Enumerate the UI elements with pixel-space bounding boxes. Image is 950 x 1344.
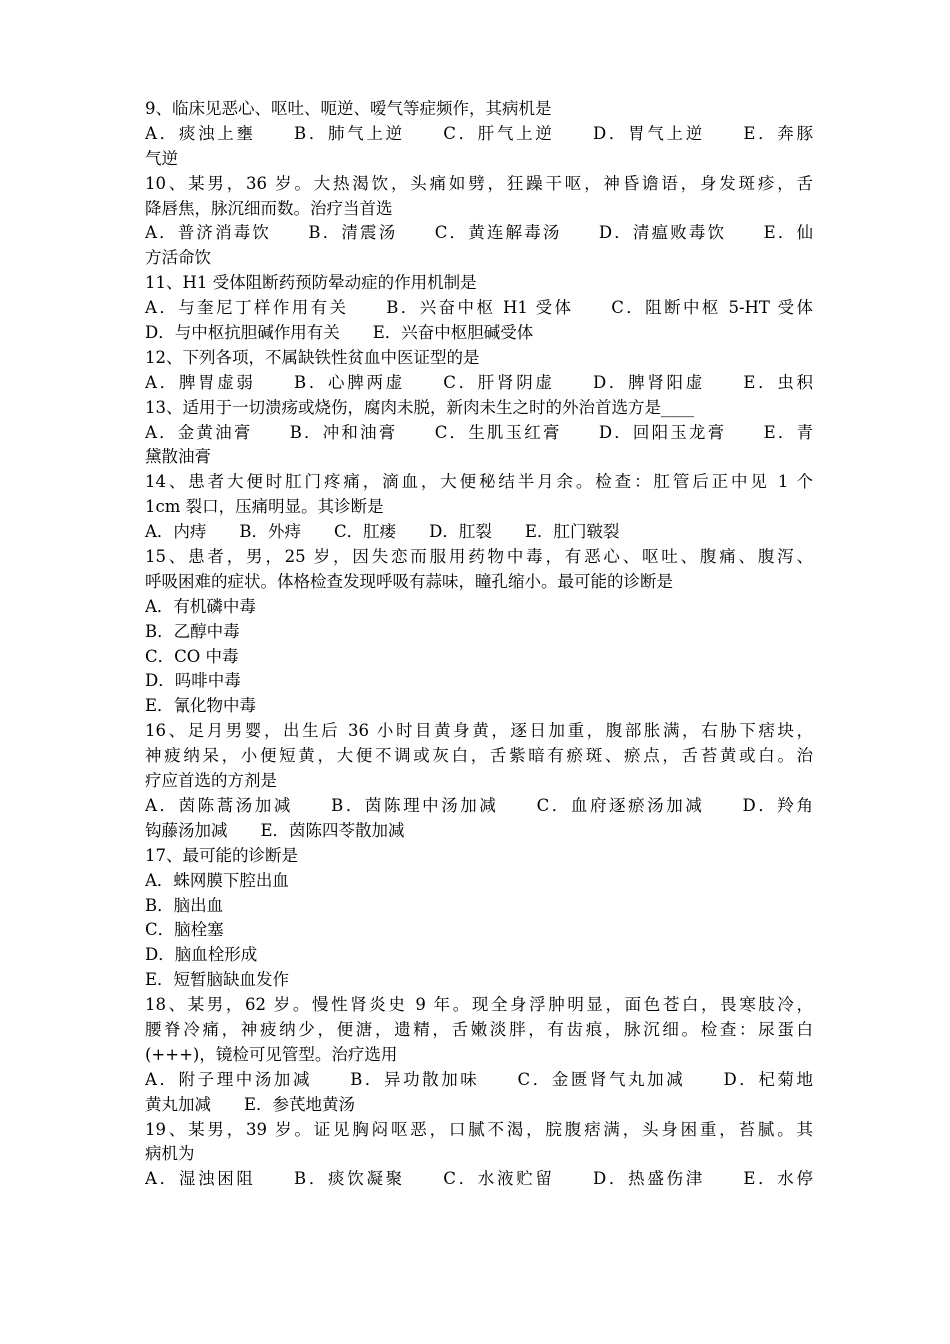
text-line: 降唇焦，脉沉细而数。治疗当首选 (145, 198, 393, 218)
text-line: 病机为 (145, 1144, 195, 1164)
text-line: 15、患者，男，25 岁，因失恋而服用药物中毒，有恶心、呕吐、腹痛、腹泻、 (145, 547, 813, 567)
text-line: A．湿浊困阻 B．痰饮凝聚 C．水液贮留 D．热盛伤津 E．水停 (145, 1169, 813, 1189)
text-line: 疗应首选的方剂是 (145, 771, 277, 791)
text-line: D．吗啡中毒 (145, 671, 241, 691)
text-line: 黛散油膏 (145, 447, 211, 467)
text-line: 18、某男，62 岁。慢性肾炎史 9 年。现全身浮肿明显，面色苍白，畏寒肢冷， (145, 995, 813, 1015)
text-line: E．短暂脑缺血发作 (145, 970, 290, 990)
text-line: 9、临床见恶心、呕吐、呃逆、嗳气等症频作，其病机是 (145, 99, 552, 118)
text-line: D．与中枢抗胆碱作用有关 E．兴奋中枢胆碱受体 (145, 323, 534, 343)
text-line: 16、足月男婴，出生后 36 小时目黄身黄，逐日加重，腹部胀满，右胁下痞块， (145, 721, 813, 741)
text-line: 方活命饮 (145, 248, 211, 268)
text-line: A．茵陈蒿汤加减 B．茵陈理中汤加减 C．血府逐瘀汤加减 D．羚角 (145, 795, 813, 815)
text-line: 17、最可能的诊断是 (145, 845, 298, 865)
text-line: 气逆 (145, 148, 178, 168)
text-line: D．脑血栓形成 (145, 945, 258, 965)
text-line: 14、患者大便时肛门疼痛，滴血，大便秘结半月余。检查：肛管后正中见 1 个 (145, 472, 813, 492)
text-line: A．附子理中汤加减 B．异功散加味 C．金匮肾气丸加减 D．杞菊地 (145, 1069, 813, 1089)
text-line: 黄丸加减 E．参芪地黄汤 (145, 1094, 356, 1114)
text-line: A．脾胃虚弱 B．心脾两虚 C．肝肾阴虚 D．脾肾阳虚 E．虫积 (145, 372, 813, 392)
text-line: 11、H1 受体阻断药预防晕动症的作用机制是 (145, 273, 477, 293)
text-line: 钩藤汤加减 E．茵陈四苓散加减 (145, 820, 405, 840)
text-line: A．痰浊上壅 B．肺气上逆 C．肝气上逆 D．胃气上逆 E．奔豚 (145, 123, 813, 143)
text-line: A．蛛网膜下腔出血 (145, 870, 289, 890)
text-line: A．内痔 B．外痔 C．肛瘘 D．肛裂 E．肛门皲裂 (145, 522, 620, 542)
text-line: A．普济消毒饮 B．清震汤 C．黄连解毒汤 D．清瘟败毒饮 E．仙 (145, 223, 813, 243)
text-line: B．脑出血 (145, 895, 224, 915)
text-line: 呼吸困难的症状。体格检查发现呼吸有蒜味，瞳孔缩小。最可能的诊断是 (145, 571, 673, 591)
text-line: C．CO 中毒 (145, 646, 239, 666)
text-line: A．有机磷中毒 (145, 596, 256, 616)
text-line: E．氰化物中毒 (145, 696, 257, 716)
text-line: C．脑栓塞 (145, 920, 224, 940)
text-line: 神疲纳呆，小便短黄，大便不调或灰白，舌紫暗有瘀斑、瘀点，舌苔黄或白。治 (145, 746, 813, 766)
text-line: (+++)，镜检可见管型。治疗选用 (145, 1044, 398, 1064)
text-line: 10、某男，36 岁。大热渴饮，头痛如劈，狂躁干呕，神昏谵语，身发斑疹，舌 (145, 173, 813, 193)
text-line: 13、适用于一切溃疡或烧伤，腐肉未脱，新肉未生之时的外治首选方是____ (145, 397, 694, 417)
text-line: A．与奎尼丁样作用有关 B．兴奋中枢 H1 受体 C．阻断中枢 5-HT 受体 (145, 298, 813, 318)
text-line: A．金黄油膏 B．冲和油膏 C．生肌玉红膏 D．回阳玉龙膏 E．青 (145, 422, 813, 442)
document-page (145, 97, 813, 1192)
text-line: 12、下列各项，不属缺铁性贫血中医证型的是 (145, 347, 480, 367)
text-line: B．乙醇中毒 (145, 621, 240, 641)
text-line: 19、某男，39 岁。证见胸闷呕恶，口腻不渴，脘腹痞满，头身困重，苔腻。其 (145, 1119, 813, 1139)
text-line: 1cm 裂口，压痛明显。其诊断是 (145, 497, 384, 517)
text-line: 腰脊冷痛，神疲纳少，便溏，遗精，舌嫩淡胖，有齿痕，脉沉细。检查：尿蛋白 (145, 1019, 813, 1039)
